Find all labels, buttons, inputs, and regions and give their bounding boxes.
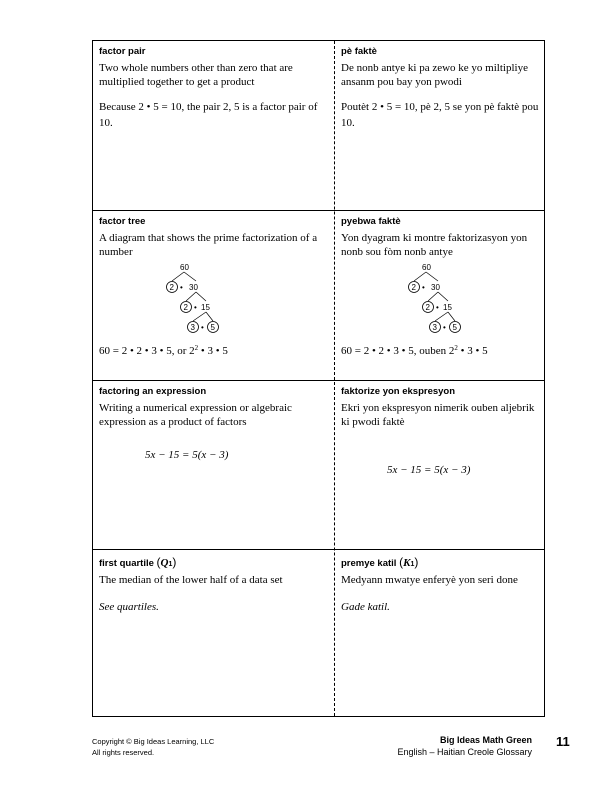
term-definition: Ekri yon ekspresyon nimerik ouben aljebrik ki pwodi faktè: [341, 402, 535, 428]
term-definition: Medyann mwatye enferyè yon seri done: [341, 574, 518, 586]
term-example: Because 2 • 5 = 10, the pair 2, 5 is a factor pair of 10.: [99, 101, 318, 129]
tree-node: 2: [411, 283, 416, 292]
term-definition: A diagram that shows the prime factorization of a number: [99, 232, 318, 258]
tree-dot: •: [201, 323, 204, 332]
factor-tree-diagram: [155, 261, 225, 339]
entry-factor-tree-en: [93, 211, 334, 380]
term-title: factoring an expression: [99, 386, 207, 397]
term-definition: De nonb antye ki pa zewo ke yo miltipliye ansanm pou bay yon pwodi: [341, 62, 528, 88]
term-definition: Writing a numerical expression or algebraic expression as a product of factors: [99, 402, 292, 428]
factor-tree-diagram: [397, 261, 467, 339]
tree-node: 2: [183, 303, 188, 312]
term-title: first quartile (Q1): [99, 555, 177, 569]
tree-dot: •: [443, 323, 446, 332]
term-definition: Yon dyagram ki montre faktorizasyon yon nonb sou fòm nonb antye: [341, 232, 528, 258]
term-example: 60 = 2 • 2 • 3 • 5, ouben $2^2$ • 3 • 5: [341, 344, 488, 357]
term-example: Poutèt 2 • 5 = 10, pè 2, 5 se yon pè faktè pou 10.: [341, 101, 539, 129]
tree-node: 60: [422, 263, 431, 272]
tree-node: 30: [431, 283, 440, 292]
entry-first-quartile-ht: [335, 550, 546, 716]
term-equation: 5x − 15 = 5(x − 3): [387, 464, 471, 476]
tree-node: 15: [443, 303, 452, 312]
see-also: See quartiles.: [99, 601, 159, 613]
tree-dot: •: [194, 303, 197, 312]
copyright-line: Copyright © Big Ideas Learning, LLC: [92, 737, 215, 746]
term-title: factor pair: [99, 46, 146, 57]
book-title: Big Ideas Math Green: [439, 735, 532, 745]
term-title: premye katil (K1): [341, 555, 419, 569]
tree-node: 5: [452, 323, 457, 332]
glossary-title: English – Haitian Creole Glossary: [397, 747, 532, 757]
tree-dot: •: [436, 303, 439, 312]
tree-node: 2: [169, 283, 174, 292]
see-also: Gade katil.: [341, 601, 390, 613]
entry-factoring-expression-ht: [335, 381, 546, 549]
tree-dot: •: [422, 283, 425, 292]
entry-factor-pair-en: [93, 41, 334, 210]
entry-factor-pair-ht: [335, 41, 546, 210]
entry-factor-tree-ht: [335, 211, 546, 380]
page-number: 11: [556, 734, 570, 749]
term-title: faktorize yon ekspresyon: [341, 386, 456, 397]
tree-node: 2: [425, 303, 430, 312]
tree-node: 30: [189, 283, 198, 292]
book-info: [397, 734, 532, 758]
term-title: pè faktè: [341, 46, 377, 57]
tree-node: 3: [190, 323, 195, 332]
term-title: pyebwa faktè: [341, 216, 401, 227]
tree-node: 5: [210, 323, 215, 332]
term-title: factor tree: [99, 216, 146, 227]
term-example: 60 = 2 • 2 • 3 • 5, or $2^2$ • 3 • 5: [99, 344, 228, 357]
entry-factoring-expression-en: [93, 381, 334, 549]
tree-node: 3: [432, 323, 437, 332]
term-definition: Two whole numbers other than zero that are multiplied together to get a product: [99, 62, 293, 88]
term-definition: The median of the lower half of a data set: [99, 574, 283, 586]
rights-line: All rights reserved.: [92, 748, 155, 757]
tree-node: 15: [201, 303, 210, 312]
tree-node: 60: [180, 263, 189, 272]
glossary-grid: [92, 40, 545, 717]
term-equation: 5x − 15 = 5(x − 3): [145, 449, 229, 461]
copyright-notice: [92, 736, 214, 758]
entry-first-quartile-en: [93, 550, 334, 716]
tree-dot: •: [180, 283, 183, 292]
